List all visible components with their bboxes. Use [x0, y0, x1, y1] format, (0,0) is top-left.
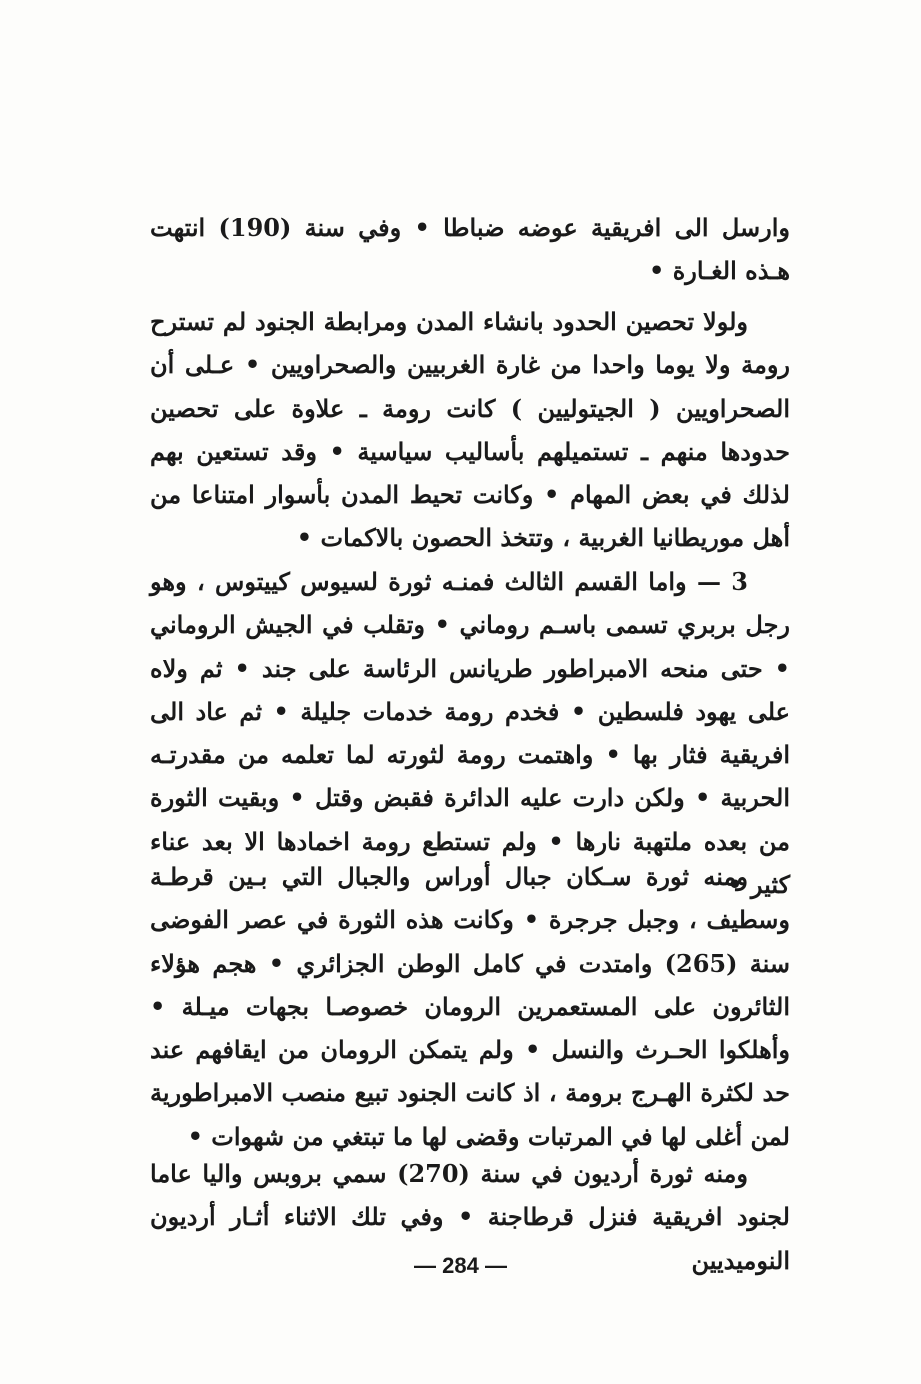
paragraph-3-text: 3 — واما القسم الثالث فمنـه ثورة لسيوس كييتوس ، وهو رجل بربري تسمى باسـم روماني • وتقلب في الجيش الروماني • حتى منحه الامبراطور طريانس الرئاسة على جند • ثم ولاه على يهود فلسطين • فخدم رومة خدمات جليلة • ثم عاد الى افريقية فثار بها • واهتمت رومة لثورته لما تعلمه من مقدرتـه الحربية • ولكن دارت عليه الدائرة فقبض وقتل • وبقيت الثورة من بعده ملتهبة نارها • ولم تستطع رومة اخمادها الا بعد عناء كثير •: [150, 567, 790, 900]
paragraph-1: [150, 206, 790, 293]
page-number: — 284 —: [414, 1253, 507, 1278]
paragraph-5-text: ومنه ثورة أرديون في سنة (270) سمي بروبس واليا عاما لجنود افريقية فنزل قرطاجنة • وفي تلك الاثناء أثـار أرديون النوميديين: [150, 1159, 790, 1275]
paragraph-2-text: ولولا تحصين الحدود بانشاء المدن ومرابطة الجنود لم تسترح رومة ولا يوما واحدا من غارة الغربيين والصحراويين • عـلى أن الصحراويين ( الجيتوليين ) كانت رومة ـ علاوة على تحصين حدودها منهم ـ تستميلهم بأساليب سياسية • وقد تستعين بهم لذلك في بعض المهام • وكانت تحيط المدن بأسوار امتناعا من أهل موريطانيا الغربية ، وتتخذ الحصون بالاكمات •: [150, 307, 790, 553]
paragraph-4: [150, 855, 790, 1158]
paragraph-4-text: ومنه ثورة سـكان جبال أوراس والجبال التي بـين قرطـة وسطيف ، وجبل جرجرة • وكانت هذه الثورة في عصر الفوضى سنة (265) وامتدت في كامل الوطن الجزائري • هجم هؤلاء الثائرون على المستعمرين الرومان خصوصـا بجهات ميـلة • وأهلكوا الحـرث والنسل • ولم يتمكن الرومان من ايقافهم عند حد لكثرة الهـرج برومة ، اذ كانت الجنود تبيع منصب الامبراطورية لمن أغلى لها في المرتبات وقضى لها ما تبتغي من شهوات •: [150, 862, 790, 1151]
paragraph-2: [150, 300, 790, 560]
paragraph-1-text: وارسل الى افريقية عوضه ضباطا • وفي سنة (190) انتهت هـذه الغـارة •: [150, 213, 790, 286]
